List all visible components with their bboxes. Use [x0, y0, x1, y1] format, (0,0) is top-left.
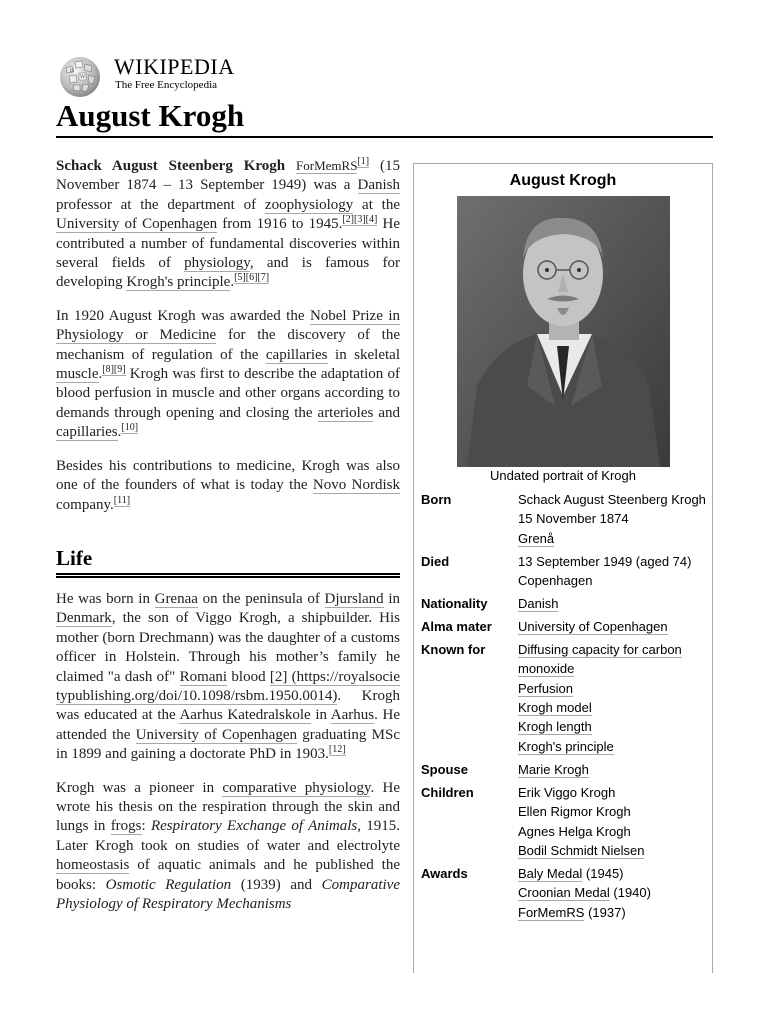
- award-item: ForMemRS (1937): [518, 904, 626, 920]
- ref-10[interactable]: [10]: [121, 422, 139, 434]
- link-award[interactable]: ForMemRS: [518, 904, 585, 920]
- title-divider: [56, 136, 713, 138]
- book-title: Respiratory Exchange of Animals: [150, 818, 358, 835]
- ref-3[interactable]: [3]: [354, 214, 366, 226]
- ref-12[interactable]: [12]: [328, 744, 346, 756]
- link-novo-nordisk[interactable]: Novo Nordisk: [312, 477, 400, 494]
- tagline: The Free Encyclopedia: [115, 79, 218, 91]
- born-name: Schack August Steenberg Krogh: [518, 492, 706, 507]
- book-title: Osmotic Regulation: [105, 876, 232, 893]
- link-aarhus[interactable]: Aarhus: [330, 707, 375, 724]
- article-body: [56, 156, 400, 928]
- intro-paragraph-2: In 1920 August Krogh was awarded the Nobel Prize in Physiology or Medicine for the discovery of the mechanism of regulation of the capillaries in skeletal muscle.[8][9] Krogh was first to describe the adaptation of blood perfusion in muscle and other organs according to demands through opening and closing the arterioles and capillaries.[10]: [56, 307, 401, 441]
- infobox-row-spouse: Spouse Marie Krogh: [421, 761, 589, 777]
- wikipedia-globe-icon[interactable]: [56, 54, 104, 98]
- ref-8[interactable]: [8]: [102, 364, 114, 376]
- link-university-of-copenhagen-2[interactable]: University of Copenhagen: [135, 726, 297, 743]
- link-doi[interactable]: [2] (https://royalsocietypublishing.org/doi/10.1098/rsbm.1950.0014): [56, 668, 400, 704]
- portrait-caption: Undated portrait of Krogh: [490, 468, 636, 483]
- link-denmark[interactable]: Denmark: [56, 610, 112, 627]
- life-paragraph-2: Krogh was a pioneer in comparative physiology. He wrote his thesis on the respiration through the skin and lungs in frogs: Respiratory Exchange of Animals, 1915. Later Krogh took on studies of water and electrolyte homeostasis of aquatic animals and he published the books: Osmotic Regulation (1939) and Comparative Physiology of Respiratory Mechanisms: [56, 779, 401, 912]
- wordmark[interactable]: WIKIPEDIA: [114, 54, 235, 79]
- portrait-photo[interactable]: [457, 196, 670, 467]
- link-known-for-item[interactable]: Krogh's principle: [518, 738, 614, 754]
- ref-6[interactable]: [6]: [245, 272, 258, 284]
- award-item: Baly Medal (1945): [518, 865, 624, 881]
- infobox-row-alma-mater: Alma mater University of Copenhagen: [421, 618, 668, 634]
- svg-text:W: W: [80, 74, 86, 80]
- link-known-for-item[interactable]: Diffusing capacity for carbon monoxide: [518, 641, 682, 677]
- link-kroghs-principle[interactable]: Krogh's principle: [126, 274, 231, 291]
- ref-1[interactable]: [1]: [357, 156, 370, 167]
- life-paragraph-1: He was born in Grenaa on the peninsula of Djursland in Denmark, the son of Viggo Krogh, a shipbuilder. His mother (born Drechmann) was the daughter of a customs officer in Holstein. Through his mother’s family he claimed "a dash of" Romani blood [2] (https://royalsocietypublishing.org/doi/10.1098/rsbm.1950.0014). Krogh was educated at the Aarhus Katedralskole in Aarhus. He attended the University of Copenhagen graduating MSc in 1899 and gaining a doctorate PhD in 1903.[12]: [56, 590, 401, 763]
- link-danish[interactable]: Danish: [357, 177, 400, 194]
- link-muscle[interactable]: muscle: [56, 366, 99, 383]
- child-name: Ellen Rigmor Krogh: [518, 804, 631, 820]
- link-danish-nationality[interactable]: Danish: [518, 596, 559, 612]
- link-award[interactable]: Baly Medal: [518, 865, 583, 881]
- infobox-title: August Krogh: [509, 172, 617, 189]
- link-capillaries-2[interactable]: capillaries: [56, 424, 118, 441]
- link-arterioles[interactable]: arterioles: [317, 404, 374, 421]
- link-grenaa[interactable]: Grenaa: [154, 590, 198, 607]
- svg-text:Ω: Ω: [70, 68, 75, 74]
- link-comparative-physiology[interactable]: comparative physiology: [222, 779, 371, 796]
- infobox-rows: [421, 490, 711, 926]
- ref-5[interactable]: [5]: [234, 272, 246, 284]
- died-date: 13 September 1949 (aged 74): [518, 553, 692, 569]
- link-known-for-item[interactable]: Krogh model: [518, 700, 592, 716]
- infobox-row-nationality: Nationality Danish: [421, 596, 559, 612]
- link-zoophysiology[interactable]: zoophysiology: [264, 196, 354, 213]
- infobox-row-awards: Awards Baly Medal (1945) Croonian Medal (1940) ForMemRS (1937): [421, 864, 711, 922]
- section-heading-life: Life: [56, 545, 93, 570]
- link-nobel-prize[interactable]: Nobel Prize in Physiology or Medicine: [56, 307, 400, 344]
- child-name: Erik Viggo Krogh: [518, 784, 616, 800]
- page-title: August Krogh: [56, 98, 245, 133]
- link-capillaries[interactable]: capillaries: [265, 346, 328, 363]
- link-spouse[interactable]: Marie Krogh: [518, 761, 589, 777]
- link-romani[interactable]: Romani: [179, 668, 228, 685]
- link-grena[interactable]: Grenå: [518, 530, 555, 546]
- infobox-row-died: Died 13 September 1949 (aged 74) Copenhagen: [421, 552, 711, 591]
- ref-2[interactable]: [2]: [342, 214, 354, 226]
- infobox: [413, 163, 713, 973]
- infobox-row-known-for: Known for Diffusing capacity for carbon monoxide Perfusion Krogh model Krogh length Krogh's principle: [421, 641, 682, 754]
- infobox-row-born: Born Schack August Steenberg Krogh 15 November 1874 Grenå: [421, 490, 711, 548]
- ref-11[interactable]: [11]: [113, 494, 131, 506]
- book-title: Comparative Physiology of Respiratory Mechanisms: [56, 876, 400, 912]
- born-date: 15 November 1874: [518, 511, 629, 527]
- section-divider: [56, 573, 400, 578]
- award-item: Croonian Medal (1940): [518, 885, 651, 901]
- link-physiology[interactable]: physiology: [184, 255, 250, 272]
- link-homeostasis[interactable]: homeostasis: [56, 857, 130, 874]
- died-place: Copenhagen: [518, 573, 593, 589]
- link-known-for-item[interactable]: Perfusion: [518, 680, 573, 696]
- intro-paragraph-1: Schack August Steenberg Krogh ForMemRS[1] (15 November 1874 – 13 September 1949) was a Danish professor at the department of zoophysiology at the University of Copenhagen from 1916 to 1945.[2][3][4] He contributed a number of fundamental discoveries within several fields of physiology, and is famous for developing Krogh's principle.[5][6][7]: [56, 156, 401, 291]
- infobox-row-children: Children Erik Viggo Krogh Ellen Rigmor Krogh Agnes Helga Krogh Bodil Schmidt Nielsen: [421, 783, 711, 861]
- ref-9[interactable]: [9]: [113, 364, 126, 376]
- subject-name: Schack August Steenberg Krogh: [56, 158, 286, 174]
- link-formemrs[interactable]: ForMemRS: [296, 158, 358, 173]
- ref-4[interactable]: [4]: [365, 214, 378, 226]
- child-name: Agnes Helga Krogh: [518, 823, 631, 839]
- link-award[interactable]: Croonian Medal: [518, 885, 610, 901]
- link-alma-mater[interactable]: University of Copenhagen: [518, 618, 668, 634]
- link-known-for-item[interactable]: Krogh length: [518, 719, 592, 735]
- link-university-of-copenhagen[interactable]: University of Copenhagen: [56, 216, 218, 233]
- link-frogs[interactable]: frogs: [110, 818, 142, 835]
- link-aarhus-katedralskole[interactable]: Aarhus Katedralskole: [179, 707, 311, 724]
- link-djursland[interactable]: Djursland: [324, 590, 384, 607]
- intro-paragraph-3: Besides his contributions to medicine, Krogh was also one of the founders of what is today the Novo Nordisk company.[11]: [56, 457, 400, 513]
- ref-7[interactable]: [7]: [257, 272, 270, 284]
- link-child[interactable]: Bodil Schmidt Nielsen: [518, 842, 645, 858]
